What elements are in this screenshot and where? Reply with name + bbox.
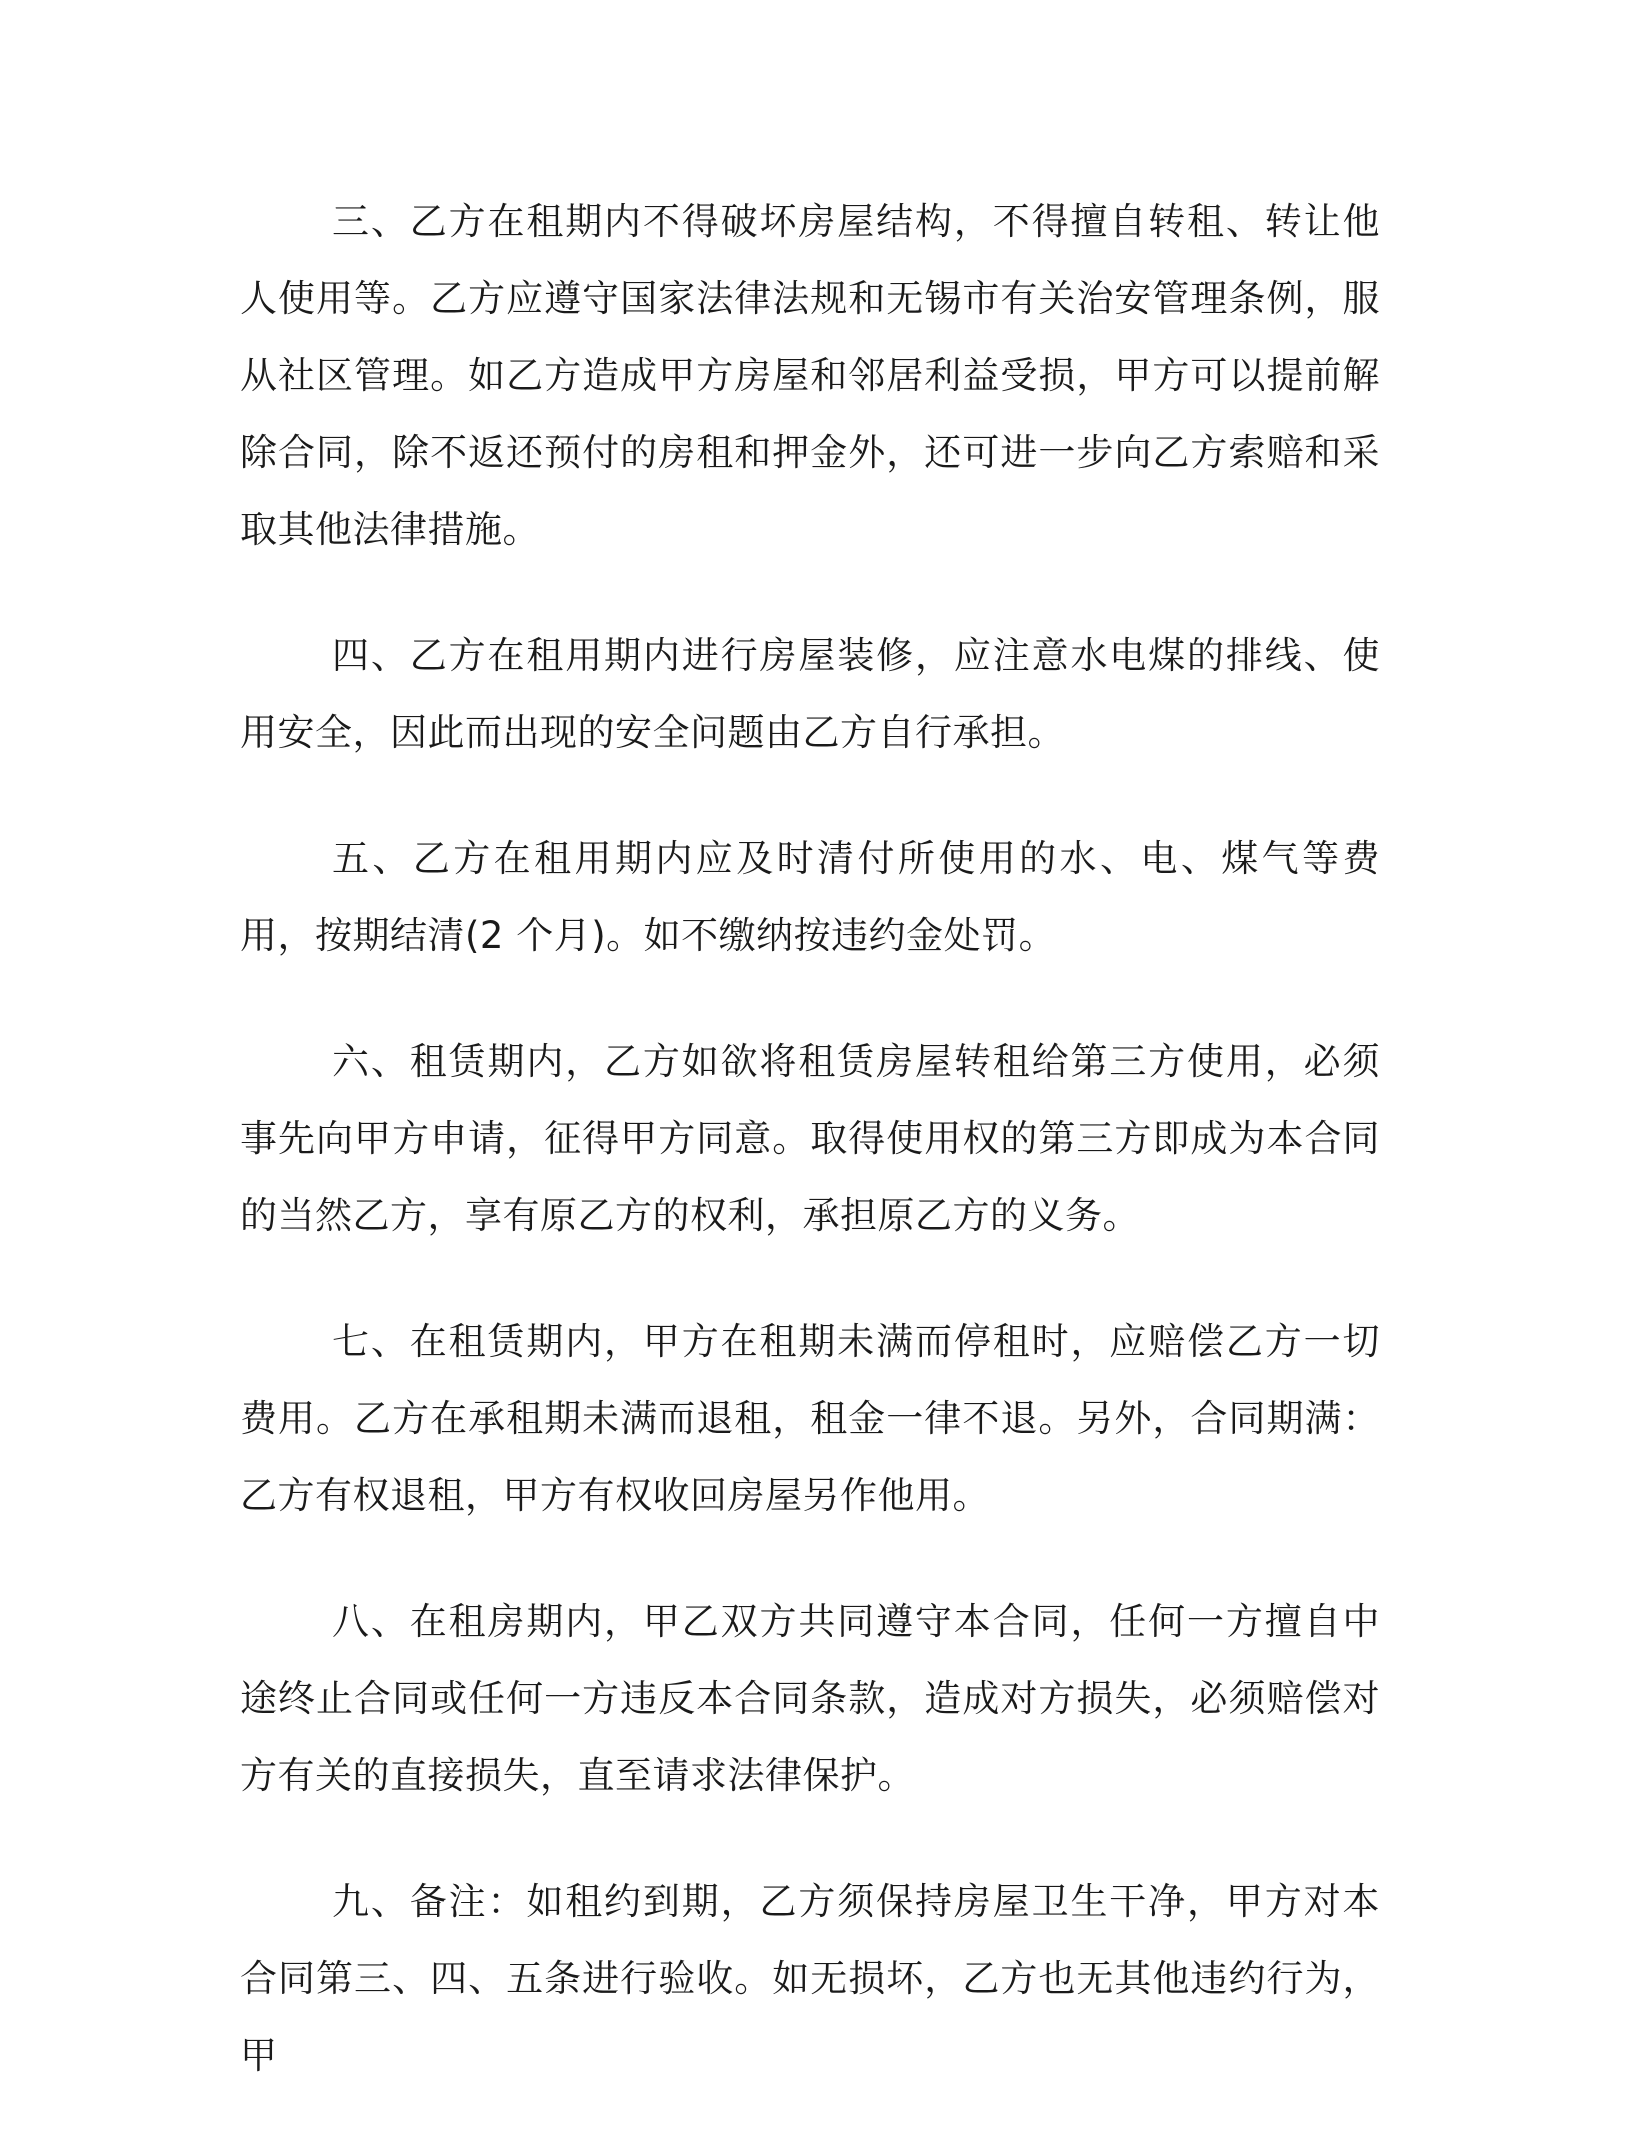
clause-8-paragraph: 八、在租房期内，甲乙双方共同遵守本合同，任何一方擅自中途终止合同或任何一方违反本合同条款，造成对方损失，必须赔偿对方有关的直接损失，直至请求法律保护。 <box>240 1600 1380 1797</box>
clause-5-paragraph: 五、乙方在租用期内应及时清付所使用的水、电、煤气等费用，按期结清(2 个月)。如不缴纳按违约金处罚。 <box>240 837 1380 957</box>
clause-3-paragraph: 三、乙方在租期内不得破坏房屋结构，不得擅自转租、转让他人使用等。乙方应遵守国家法律法规和无锡市有关治安管理条例，服从社区管理。如乙方造成甲方房屋和邻居利益受损，甲方可以提前解除合同，除不返还预付的房租和押金外，还可进一步向乙方索赔和采取其他法律措施。 <box>240 200 1380 551</box>
clause-7-paragraph: 七、在租赁期内，甲方在租期未满而停租时，应赔偿乙方一切费用。乙方在承租期未满而退租，租金一律不退。另外，合同期满：乙方有权退租，甲方有权收回房屋另作他用。 <box>240 1320 1380 1517</box>
clause-9-paragraph: 九、备注：如租约到期，乙方须保持房屋卫生干净，甲方对本合同第三、四、五条进行验收。如无损坏，乙方也无其他违约行为，甲 <box>240 1880 1380 2077</box>
clause-4-paragraph: 四、乙方在租用期内进行房屋装修，应注意水电煤的排线、使用安全，因此而出现的安全问题由乙方自行承担。 <box>240 634 1380 754</box>
clause-6-paragraph: 六、租赁期内，乙方如欲将租赁房屋转租给第三方使用，必须事先向甲方申请，征得甲方同意。取得使用权的第三方即成为本合同的当然乙方，享有原乙方的权利，承担原乙方的义务。 <box>240 1040 1380 1237</box>
document-body <box>240 183 1380 2143</box>
